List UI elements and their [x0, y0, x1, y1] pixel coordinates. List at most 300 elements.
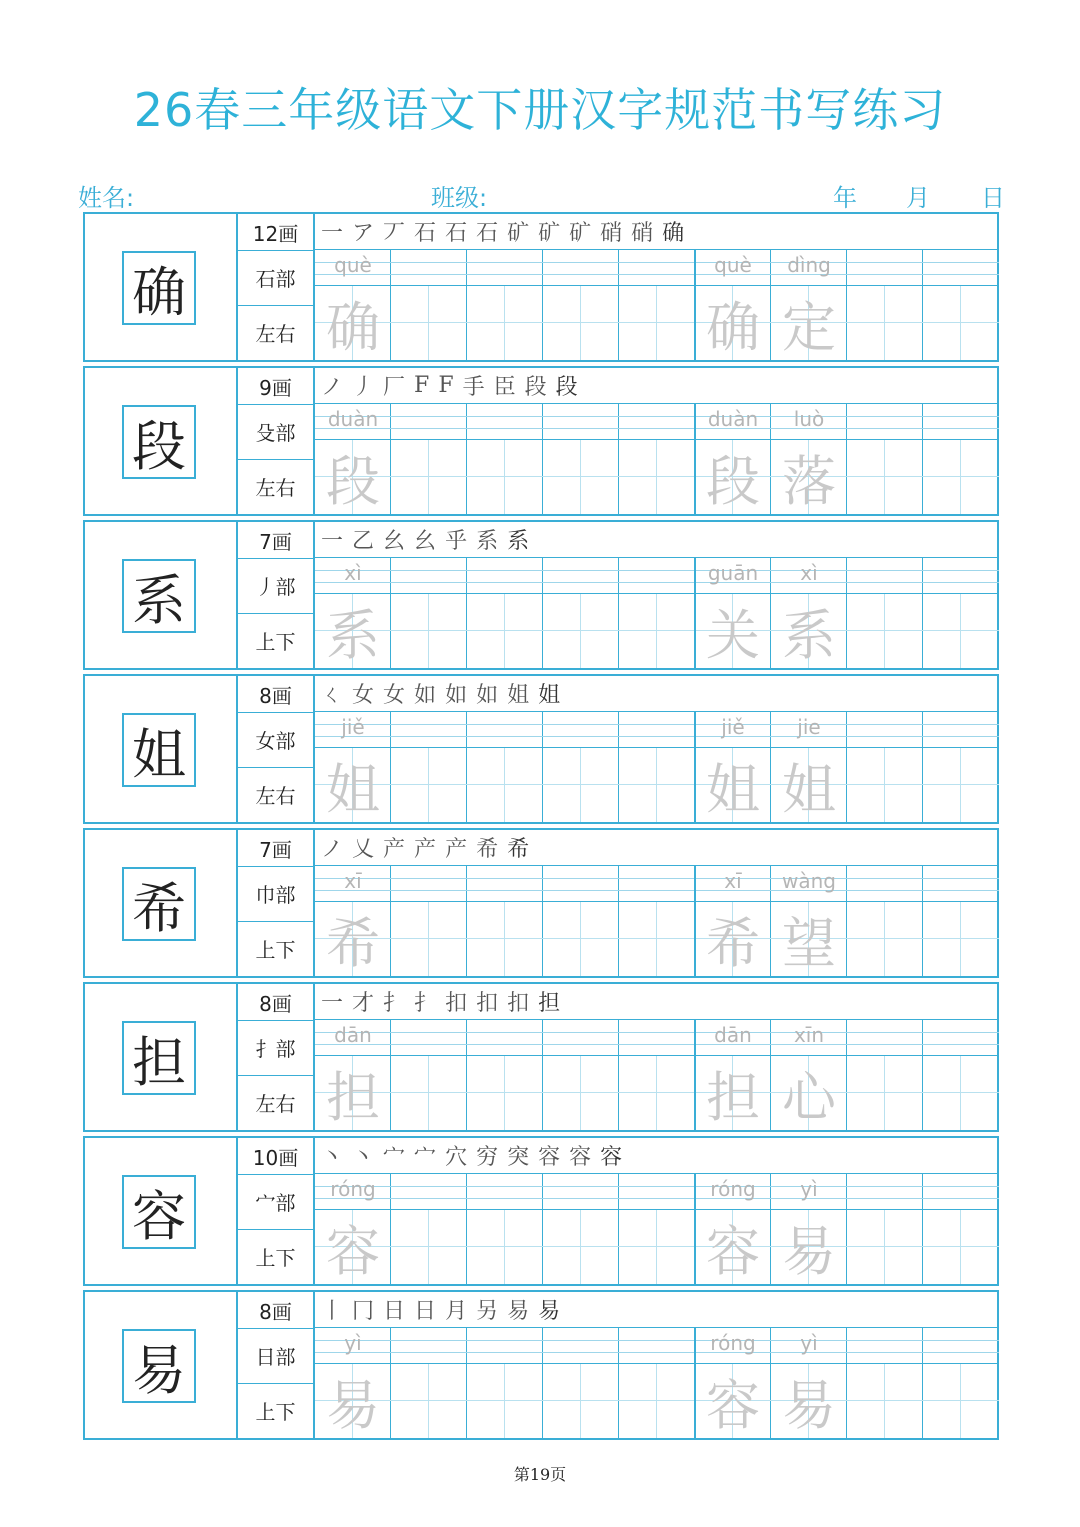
writing-cell[interactable]	[391, 558, 467, 668]
writing-cell[interactable]	[847, 1174, 923, 1284]
pinyin-line	[467, 712, 543, 748]
writing-cell[interactable]	[315, 250, 391, 360]
writing-cell[interactable]	[695, 250, 771, 360]
radical: 石部	[238, 250, 313, 306]
writing-cell[interactable]	[391, 250, 467, 360]
pinyin-line	[847, 1328, 923, 1364]
writing-cell[interactable]	[847, 866, 923, 976]
stroke-step: 另	[476, 1299, 499, 1324]
writing-cell[interactable]	[695, 712, 771, 822]
pinyin-line	[923, 866, 999, 902]
tian-grid-box	[847, 286, 923, 360]
writing-cell[interactable]	[315, 558, 391, 668]
pinyin-line: róng	[315, 1174, 391, 1210]
stroke-step: 幺	[414, 529, 437, 554]
pinyin-line	[391, 1020, 467, 1056]
tian-grid-box	[923, 594, 999, 668]
pinyin-line	[847, 250, 923, 286]
stroke-step: 丶	[352, 1145, 375, 1170]
writing-cell[interactable]	[619, 1020, 695, 1130]
tian-grid-box: 望	[771, 902, 847, 976]
model-cell	[85, 368, 238, 514]
writing-cell[interactable]	[695, 866, 771, 976]
writing-cell[interactable]	[923, 1020, 999, 1130]
writing-cell[interactable]	[619, 250, 695, 360]
stroke-step: 容	[600, 1145, 623, 1170]
tian-grid-box	[391, 1364, 467, 1438]
pinyin-line	[619, 1020, 695, 1056]
character-block	[83, 212, 999, 362]
writing-grid	[315, 558, 999, 668]
stroke-order-row	[315, 1292, 999, 1328]
model-character: 易	[122, 1329, 196, 1403]
stroke-step: 如	[476, 683, 499, 708]
writing-cell[interactable]	[543, 558, 619, 668]
pinyin-line	[467, 866, 543, 902]
model-character: 姐	[122, 713, 196, 787]
radical: 日部	[238, 1328, 313, 1384]
pinyin-line	[923, 558, 999, 594]
character-info	[238, 1138, 315, 1284]
tian-grid-box	[847, 1364, 923, 1438]
stroke-count: 8画	[238, 984, 313, 1021]
name-label: 姓名:	[78, 184, 135, 212]
tian-grid-box	[847, 1056, 923, 1130]
character-block	[83, 520, 999, 670]
stroke-step: 女	[352, 683, 375, 708]
stroke-step: ノ	[321, 837, 344, 862]
tian-grid-box	[619, 1210, 695, 1284]
stroke-step: ア	[352, 221, 375, 246]
pinyin-line: xī	[315, 866, 391, 902]
pinyin-line	[391, 558, 467, 594]
stroke-step: 突	[507, 1145, 530, 1170]
structure: 左右	[255, 476, 296, 500]
pinyin-line	[543, 1328, 619, 1364]
pinyin-line: jiě	[315, 712, 391, 748]
pinyin-line	[847, 558, 923, 594]
writing-cell[interactable]	[391, 404, 467, 514]
writing-cell[interactable]	[315, 866, 391, 976]
pinyin-line	[543, 404, 619, 440]
model-cell	[85, 830, 238, 976]
stroke-step: 产	[383, 837, 406, 862]
tian-grid-box	[619, 440, 695, 514]
writing-cell[interactable]	[847, 712, 923, 822]
writing-cell[interactable]	[467, 866, 543, 976]
stroke-step: 扌	[414, 991, 437, 1016]
pinyin-line	[619, 558, 695, 594]
stroke-step: 硝	[631, 221, 654, 246]
writing-cell[interactable]	[695, 1020, 771, 1130]
writing-cell[interactable]	[543, 1328, 619, 1438]
tian-grid-box	[847, 594, 923, 668]
writing-cell[interactable]	[467, 558, 543, 668]
writing-cell[interactable]	[391, 1020, 467, 1130]
character-block	[83, 982, 999, 1132]
model-cell	[85, 1292, 238, 1438]
stroke-count: 8画	[238, 676, 313, 713]
tian-grid-box	[619, 902, 695, 976]
tian-grid-box: 系	[771, 594, 847, 668]
stroke-count: 9画	[238, 368, 313, 405]
structure: 左右	[255, 1092, 296, 1116]
writing-cell[interactable]	[771, 250, 847, 360]
writing-cell[interactable]	[771, 1020, 847, 1130]
stroke-step: 容	[569, 1145, 592, 1170]
tian-grid-box	[847, 902, 923, 976]
tian-grid-box	[923, 1210, 999, 1284]
writing-cell[interactable]	[695, 404, 771, 514]
character-info	[238, 368, 315, 514]
pinyin-line	[923, 404, 999, 440]
tian-grid-box: 易	[771, 1364, 847, 1438]
stroke-step: F	[414, 373, 430, 398]
model-character: 容	[122, 1175, 196, 1249]
section-divider	[694, 866, 696, 976]
section-divider	[694, 712, 696, 822]
writing-cell[interactable]	[315, 1328, 391, 1438]
writing-cell[interactable]	[467, 1020, 543, 1130]
tian-grid-box	[847, 1210, 923, 1284]
writing-cell[interactable]	[923, 404, 999, 514]
tian-grid-box	[619, 286, 695, 360]
pinyin-line: dìng	[771, 250, 847, 286]
tian-grid-box	[391, 594, 467, 668]
pinyin-line	[467, 1174, 543, 1210]
tian-grid-box	[467, 440, 543, 514]
structure: 上下	[255, 630, 296, 654]
tian-grid-box	[391, 1210, 467, 1284]
tian-grid-box	[923, 902, 999, 976]
character-info	[238, 214, 315, 360]
tian-grid-box: 担	[695, 1056, 771, 1130]
writing-cell[interactable]	[923, 250, 999, 360]
character-info	[238, 676, 315, 822]
writing-cell[interactable]	[315, 1174, 391, 1284]
tian-grid-box	[543, 440, 619, 514]
writing-cell[interactable]	[543, 1020, 619, 1130]
writing-cell[interactable]	[771, 1328, 847, 1438]
stroke-step: 姐	[538, 683, 561, 708]
tian-grid-box	[391, 440, 467, 514]
radical: 丿部	[238, 558, 313, 614]
year-label: 年	[833, 184, 857, 212]
writing-cell[interactable]	[923, 1174, 999, 1284]
stroke-step: 穴	[445, 1145, 468, 1170]
model-character: 担	[122, 1021, 196, 1095]
pinyin-line	[467, 1020, 543, 1056]
pinyin-line	[467, 404, 543, 440]
writing-cell[interactable]	[771, 404, 847, 514]
model-character: 确	[122, 251, 196, 325]
stroke-step: 易	[538, 1299, 561, 1324]
writing-cell[interactable]	[923, 712, 999, 822]
pinyin-line: xì	[771, 558, 847, 594]
tian-grid-box	[467, 1364, 543, 1438]
model-character: 希	[122, 867, 196, 941]
tian-grid-box	[543, 748, 619, 822]
stroke-step: 扌	[383, 991, 406, 1016]
writing-grid	[315, 1020, 999, 1130]
tian-grid-box: 易	[771, 1210, 847, 1284]
stroke-step: 乎	[445, 529, 468, 554]
stroke-step: 穷	[476, 1145, 499, 1170]
stroke-step: 日	[414, 1299, 437, 1324]
writing-cell[interactable]	[543, 712, 619, 822]
structure: 上下	[255, 1246, 296, 1270]
writing-cell[interactable]	[771, 866, 847, 976]
stroke-step: 系	[476, 529, 499, 554]
pinyin-line: què	[315, 250, 391, 286]
pinyin-line	[467, 250, 543, 286]
character-info	[238, 522, 315, 668]
tian-grid-box	[391, 286, 467, 360]
writing-cell[interactable]	[847, 404, 923, 514]
tian-grid-box	[543, 1056, 619, 1130]
tian-grid-box	[467, 1210, 543, 1284]
tian-grid-box	[391, 902, 467, 976]
pinyin-line: yì	[315, 1328, 391, 1364]
stroke-order-row	[315, 214, 999, 250]
writing-grid	[315, 866, 999, 976]
writing-cell[interactable]	[391, 1328, 467, 1438]
tian-grid-box	[391, 1056, 467, 1130]
tian-grid-box	[467, 902, 543, 976]
character-info	[238, 984, 315, 1130]
tian-grid-box: 段	[315, 440, 391, 514]
pinyin-line	[923, 1020, 999, 1056]
month-label: 月	[906, 184, 930, 212]
stroke-step: 丆	[383, 221, 406, 246]
tian-grid-box	[847, 440, 923, 514]
model-cell	[85, 522, 238, 668]
writing-cell[interactable]	[543, 404, 619, 514]
writing-cell[interactable]	[467, 712, 543, 822]
tian-grid-box: 姐	[315, 748, 391, 822]
stroke-step: 厂	[383, 375, 406, 400]
tian-grid-box	[467, 286, 543, 360]
page-title: 26春三年级语文下册汉字规范书写练习	[133, 83, 947, 137]
stroke-step: 容	[538, 1145, 561, 1170]
tian-grid-box: 希	[315, 902, 391, 976]
character-info	[238, 1292, 315, 1438]
pinyin-line	[543, 1020, 619, 1056]
pinyin-line	[619, 1328, 695, 1364]
writing-cell[interactable]	[619, 404, 695, 514]
writing-grid	[315, 1174, 999, 1284]
pinyin-line	[543, 558, 619, 594]
tian-grid-box: 落	[771, 440, 847, 514]
tian-grid-box	[543, 902, 619, 976]
pinyin-line	[543, 250, 619, 286]
writing-cell[interactable]	[543, 1174, 619, 1284]
writing-cell[interactable]	[391, 712, 467, 822]
section-divider	[694, 1020, 696, 1130]
writing-cell[interactable]	[619, 1174, 695, 1284]
stroke-step: 臣	[493, 375, 516, 400]
writing-grid	[315, 712, 999, 822]
pinyin-line	[391, 712, 467, 748]
stroke-step: ノ	[321, 375, 344, 400]
stroke-step: 扣	[507, 991, 530, 1016]
tian-grid-box: 确	[695, 286, 771, 360]
writing-cell[interactable]	[695, 558, 771, 668]
structure: 左右	[255, 322, 296, 346]
stroke-count: 10画	[238, 1138, 313, 1175]
pinyin-line: wàng	[771, 866, 847, 902]
stroke-step: 冂	[352, 1299, 375, 1324]
pinyin-line	[467, 558, 543, 594]
pinyin-line	[391, 1174, 467, 1210]
character-block	[83, 1290, 999, 1440]
pinyin-line: dān	[315, 1020, 391, 1056]
stroke-order-row	[315, 984, 999, 1020]
tian-grid-box: 确	[315, 286, 391, 360]
pinyin-line	[923, 1174, 999, 1210]
stroke-step: 扣	[445, 991, 468, 1016]
character-block	[83, 828, 999, 978]
stroke-step: 日	[383, 1299, 406, 1324]
stroke-step: 一	[321, 529, 344, 554]
tian-grid-box	[467, 594, 543, 668]
tian-grid-box	[923, 286, 999, 360]
stroke-step: 扣	[476, 991, 499, 1016]
stroke-order-row	[315, 522, 999, 558]
stroke-step: 姐	[507, 683, 530, 708]
stroke-step: 系	[507, 529, 530, 554]
writing-cell[interactable]	[695, 1328, 771, 1438]
model-cell	[85, 984, 238, 1130]
pinyin-line: jie	[771, 712, 847, 748]
tian-grid-box: 段	[695, 440, 771, 514]
writing-cell[interactable]	[923, 558, 999, 668]
writing-cell[interactable]	[619, 866, 695, 976]
stroke-order-row	[315, 368, 999, 404]
pinyin-line	[391, 866, 467, 902]
stroke-step: 段	[555, 375, 578, 400]
tian-grid-box	[467, 1056, 543, 1130]
writing-cell[interactable]	[847, 250, 923, 360]
writing-cell[interactable]	[847, 558, 923, 668]
writing-cell[interactable]	[391, 866, 467, 976]
stroke-order-row	[315, 830, 999, 866]
pinyin-line: róng	[695, 1328, 771, 1364]
tian-grid-box	[543, 1210, 619, 1284]
writing-cell[interactable]	[771, 1174, 847, 1284]
stroke-step: 丶	[321, 1145, 344, 1170]
stroke-step: 宀	[383, 1145, 406, 1170]
radical: 扌部	[238, 1020, 313, 1076]
stroke-step: 月	[445, 1299, 468, 1324]
pinyin-line	[619, 712, 695, 748]
pinyin-line	[847, 1020, 923, 1056]
pinyin-line: xīn	[771, 1020, 847, 1056]
tian-grid-box	[619, 1364, 695, 1438]
stroke-step: 女	[383, 683, 406, 708]
pinyin-line: què	[695, 250, 771, 286]
pinyin-line: xī	[695, 866, 771, 902]
stroke-step: 希	[476, 837, 499, 862]
pinyin-line	[923, 250, 999, 286]
stroke-order-row	[315, 1138, 999, 1174]
stroke-step: 宀	[414, 1145, 437, 1170]
writing-cell[interactable]	[543, 250, 619, 360]
writing-cell[interactable]	[847, 1020, 923, 1130]
tian-grid-box	[543, 594, 619, 668]
pinyin-line: yì	[771, 1328, 847, 1364]
stroke-count: 7画	[238, 522, 313, 559]
pinyin-line	[847, 712, 923, 748]
tian-grid-box: 容	[695, 1210, 771, 1284]
writing-cell[interactable]	[923, 866, 999, 976]
day-label: 日	[981, 184, 1005, 212]
stroke-count: 12画	[238, 214, 313, 251]
tian-grid-box: 定	[771, 286, 847, 360]
writing-cell[interactable]	[619, 1328, 695, 1438]
section-divider	[694, 250, 696, 360]
writing-cell[interactable]	[315, 1020, 391, 1130]
pinyin-line: jiě	[695, 712, 771, 748]
stroke-step: 手	[462, 375, 485, 400]
page-number: 第19页	[513, 1465, 567, 1484]
writing-grid	[315, 250, 999, 360]
writing-cell[interactable]	[391, 1174, 467, 1284]
writing-cell[interactable]	[543, 866, 619, 976]
stroke-order-row	[315, 676, 999, 712]
writing-cell[interactable]	[467, 1328, 543, 1438]
writing-grid	[315, 1328, 999, 1438]
section-divider	[694, 1328, 696, 1438]
writing-cell[interactable]	[467, 404, 543, 514]
section-divider	[694, 1174, 696, 1284]
writing-cell[interactable]	[315, 712, 391, 822]
tian-grid-box: 关	[695, 594, 771, 668]
pinyin-line	[391, 404, 467, 440]
stroke-step: 一	[321, 221, 344, 246]
writing-cell[interactable]	[619, 712, 695, 822]
stroke-step: 矿	[538, 221, 561, 246]
radical: 巾部	[238, 866, 313, 922]
writing-cell[interactable]	[771, 712, 847, 822]
stroke-step: 产	[414, 837, 437, 862]
writing-cell[interactable]	[467, 250, 543, 360]
pinyin-line	[543, 712, 619, 748]
stroke-step: 易	[507, 1299, 530, 1324]
stroke-step: 丿	[352, 375, 375, 400]
writing-cell[interactable]	[771, 558, 847, 668]
pinyin-line: róng	[695, 1174, 771, 1210]
stroke-step: 确	[662, 221, 685, 246]
pinyin-line	[847, 404, 923, 440]
model-cell	[85, 214, 238, 360]
section-divider	[694, 558, 696, 668]
stroke-step: 石	[445, 221, 468, 246]
writing-cell[interactable]	[847, 1328, 923, 1438]
character-block	[83, 674, 999, 824]
writing-cell[interactable]	[619, 558, 695, 668]
writing-cell[interactable]	[695, 1174, 771, 1284]
writing-cell[interactable]	[467, 1174, 543, 1284]
pinyin-line	[543, 866, 619, 902]
writing-cell[interactable]	[923, 1328, 999, 1438]
stroke-step: F	[438, 373, 454, 398]
stroke-step: 段	[524, 375, 547, 400]
writing-grid	[315, 404, 999, 514]
writing-cell[interactable]	[315, 404, 391, 514]
class-label: 班级:	[431, 184, 488, 212]
model-character: 段	[122, 405, 196, 479]
